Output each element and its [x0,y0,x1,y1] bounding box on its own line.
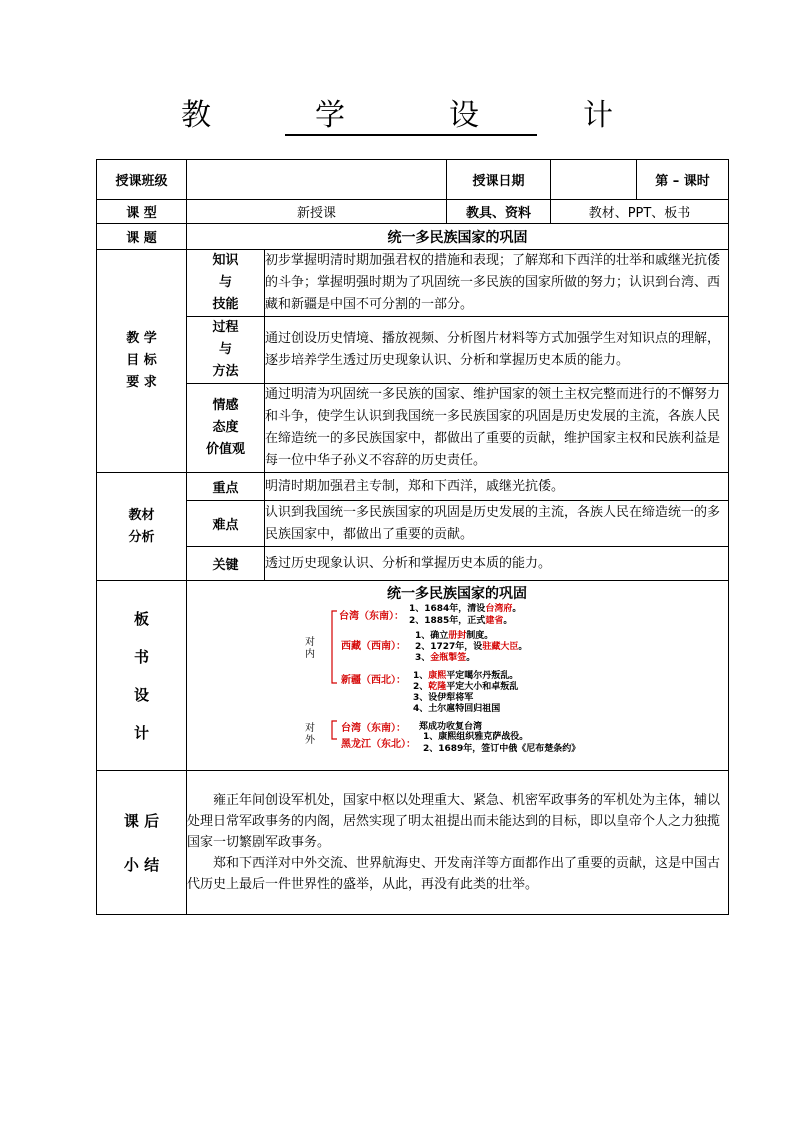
summary-label: 课 后 小 结 [97,771,187,915]
core-label: 关键 [187,547,265,581]
row-topic [97,224,729,250]
board-tibet-label: 西藏（西南）： [341,641,406,652]
goals-label: 教 学 目 标 要 求 [97,250,187,473]
knowledge-label: 知识 与 技能 [187,250,265,317]
board-title: 统一多民族国家的巩固 [387,586,527,602]
row-difficult [97,501,729,547]
row-emotion [97,384,729,473]
tools-label: 教具、资料 [447,200,551,224]
board-out-taiwan-text: 郑成功收复台湾 [419,722,483,732]
row-summary [97,771,729,915]
board-xinjiang-label: 新疆（西北）： [341,675,406,686]
process-text: 通过创设历史情境、播放视频、分析图片材料等方式加强学生对知识点的理解，逐步培养学生透过历史现象认识、分析和掌握历史本质的能力。 [265,317,729,384]
tools-value: 教材、PPT、板书 [551,200,729,224]
board-outer-label: 对 外 [305,723,315,746]
row-class [97,160,729,200]
board-tibet-items: 1、确立册封制度。 2、1727年，设驻藏大臣。 3、金瓶掣签。 [415,631,528,663]
difficult-text: 认识到我国统一多民族国家的巩固是历史发展的主流，各族人民在缔造统一的多民族国家中，都做出了重要的贡献。 [265,501,729,547]
board-area [187,581,728,769]
board-taiwan-label: 台湾（东南）： [339,611,404,622]
date-value[interactable] [551,160,637,200]
lesson-number: 第 – 课时 [637,160,729,200]
key-text: 明清时期加强君主专制，郑和下西洋，戚继光抗倭。 [265,473,729,501]
date-label: 授课日期 [447,160,551,200]
board-heilong-items: 1、康熙组织雅克萨战役。 2、1689年，签订中俄《尼布楚条约》 [423,732,581,754]
board-heilong-label: 黑龙江（东北）： [341,739,416,750]
topic-value: 统一多民族国家的巩固 [187,224,729,250]
process-label: 过程 与 方法 [187,317,265,384]
row-key [97,473,729,501]
knowledge-text: 初步掌握明清时期加强君权的措施和表现；了解郑和下西洋的壮举和戚继光抗倭的斗争；掌握明强时期为了巩固统一多民族的国家所做的努力；认识到台湾、西藏和新疆是中国不可分割的一部分。 [265,250,729,317]
board-cell [187,581,729,771]
row-board [97,581,729,771]
core-text: 透过历史现象认识、分析和掌握历史本质的能力。 [265,547,729,581]
row-process [97,317,729,384]
summary-paragraph-2: 郑和下西洋对中外交流、世界航海史、开发南洋等方面都作出了重要的贡献，这是中国古代历史上最后一件世界性的盛举，从此，再没有此类的壮举。 [187,856,721,892]
board-label: 板 书 设 计 [97,581,187,771]
difficult-label: 难点 [187,501,265,547]
board-out-taiwan-label: 台湾（东南）： [341,723,406,734]
type-label: 课 型 [97,200,187,224]
row-core [97,547,729,581]
row-knowledge [97,250,729,317]
class-value[interactable] [187,160,447,200]
emotion-text: 通过明清为巩固统一多民族的国家、维护国家的领土主权完整而进行的不懈努力和斗争，使学生认识到我国统一多民族国家的巩固是历史发展的主流，各族人民在缔造统一的多民族国家中，都做出了重要的贡献，维护国家主权和民族利益是每一位中华子孙义不容辞的历史责任。 [265,384,729,473]
title-underline [285,134,537,136]
board-xinjiang-items: 1、康熙平定噶尔丹叛乱。 2、乾隆平定大小和卓叛乱 3、设伊犁将军 4、土尔扈特回归祖国 [413,671,519,714]
key-label: 重点 [187,473,265,501]
emotion-label: 情感 态度 价值观 [187,384,265,473]
summary-text [187,771,729,915]
lesson-plan-table [96,159,729,915]
row-type [97,200,729,224]
page-title: 教 学 设 计 [181,98,665,133]
analysis-label: 教材 分析 [97,473,187,581]
type-value: 新授课 [187,200,447,224]
board-inner-label: 对 内 [305,637,315,660]
summary-paragraph-1: 雍正年间创设军机处，国家中枢以处理重大、紧急、机密军政事务的军机处为主体，辅以处理日常军政事务的内阁，居然实现了明太祖提出而未能达到的目标，即以皇帝个人之力独揽国家一切繁剧军政事务。 [187,793,721,850]
board-taiwan-items: 1、1684年，清设台湾府。 2、1885年，正式建省。 [409,604,522,626]
class-label: 授课班级 [97,160,187,200]
topic-label: 课 题 [97,224,187,250]
